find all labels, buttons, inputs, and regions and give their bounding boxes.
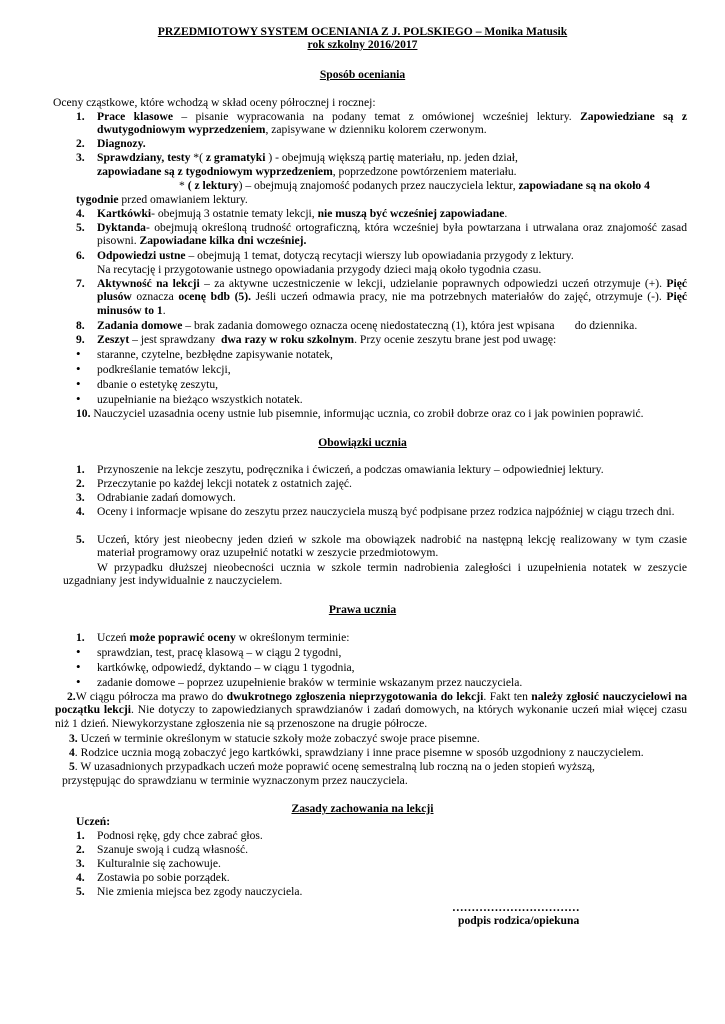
behavior-rule: Nie zmienia miejsca bez zgody nauczyciela. (97, 885, 303, 898)
bullet-icon: • (76, 659, 81, 674)
item-number: 5. (76, 533, 85, 546)
behavior-lead: Uczeń: (76, 815, 111, 828)
item-number: 4. (76, 207, 85, 220)
item-number: 5. (76, 221, 85, 234)
duty-item: Odrabianie zadań domowych. (97, 491, 236, 504)
item-number: 9. (76, 333, 85, 346)
grading-item-activity: Aktywność na lekcji – za aktywne uczestniczenie w lekcji, udzielanie poprawnych odpowiedzi uczeń otrzymuje (+). Pięć plusów oznacza ocenę bdb (5). Jeśli uczeń odmawia pracy, nie ma potrzebnych materiałów do zajęć, otrzymuje (-). Pięć minusów to 1. (97, 277, 687, 317)
retake-rule: kartkówkę, odpowiedź, dyktando – w ciągu 1 tygodnia, (97, 661, 355, 674)
item-number: 8. (76, 319, 85, 332)
grading-item-tests: Sprawdziany, testy *( z gramatyki ) - obejmują większą partię materiału, np. jeden dział, (97, 151, 518, 164)
signature-label: podpis rodzica/opiekuna (458, 914, 580, 927)
duty-item: Uczeń, który jest nieobecny jeden dzień w szkole ma obowiązek nadrobić na następną lekcję realizowany w tym czasie materiał programowy oraz uzupełnić notatki w zeszycie przedmiotowym. (97, 533, 687, 560)
item-number: 3. (76, 151, 85, 164)
grading-intro: Oceny cząstkowe, które wchodzą w skład oceny półrocznej i rocznej: (53, 96, 376, 109)
notebook-criterion: podkreślanie tematów lekcji, (97, 363, 231, 376)
grading-item-oral-line2: Na recytację i przygotowanie ustnego opowiadania przygody dzieci mają około tygodnia czasu. (97, 263, 542, 276)
bullet-icon: • (76, 346, 81, 361)
rights-item-semester-line2: przystępując do sprawdzianu w terminie wyznaczonym przez nauczyciela. (62, 774, 408, 787)
duty-item: Przynoszenie na lekcje zeszytu, podręcznika i ćwiczeń, a podczas omawiania lektury – odpowiedniej lektury. (97, 463, 604, 476)
section-heading-grading: Sposób oceniania (319, 68, 406, 81)
grading-item-tests-reading: * ( z lektury) – obejmują znajomość podanych przez nauczyciela lektur, zapowiadane są na około 4 (179, 179, 650, 192)
notebook-criterion: dbanie o estetykę zeszytu, (97, 378, 219, 391)
duty-note: W przypadku dłuższej nieobecności ucznia w szkole termin nadrobienia zaległości i uzupełnienia notatek w zeszycie uzgadniany jest indywidualnie z nauczycielem. (63, 561, 687, 588)
bullet-icon: • (76, 674, 81, 689)
bullet-icon: • (76, 361, 81, 376)
item-number: 7. (76, 277, 85, 290)
duty-item: Oceny i informacje wpisane do zeszytu przez nauczyciela muszą być podpisane przez rodzica najpóźniej w ciągu trzech dni. (97, 505, 675, 518)
bullet-icon: • (76, 391, 81, 406)
rights-item-semester: 5. W uzasadnionych przypadkach uczeń może poprawić ocenę semestralną lub roczną na o jeden stopień wyższą, (69, 760, 595, 773)
item-number: 5. (76, 885, 85, 898)
grading-item-notebook: Zeszyt – jest sprawdzany dwa razy w roku szkolnym. Przy ocenie zeszytu brane jest pod uwagę: (97, 333, 557, 346)
section-heading-behavior: Zasady zachowania na lekcji (291, 802, 434, 815)
duty-item: Przeczytanie po każdej lekcji notatek z ostatnich zajęć. (97, 477, 352, 490)
item-number: 4. (76, 871, 85, 884)
behavior-rule: Podnosi rękę, gdy chce zabrać głos. (97, 829, 263, 842)
grading-item-diagnoses: Diagnozy. (97, 137, 146, 150)
item-number: 1. (76, 631, 85, 644)
item-number: 6. (76, 249, 85, 262)
grading-item-tests-line2: zapowiadane są z tygodniowym wyprzedzeniem, poprzedzone powtórzeniem materiału. (97, 165, 517, 178)
item-number: 1. (76, 463, 85, 476)
bullet-icon: • (76, 644, 81, 659)
rights-item-parents: 4. Rodzice ucznia mogą zobaczyć jego kartkówki, sprawdziany i inne prace pisemne w sposób uzgodniony z nauczycielem. (69, 746, 644, 759)
document-title: PRZEDMIOTOWY SYSTEM OCENIANIA Z J. POLSKIEGO – Monika Matusik (157, 25, 568, 38)
behavior-rule: Kulturalnie się zachowuje. (97, 857, 221, 870)
item-number: 3. (76, 857, 85, 870)
grading-item-dictations: Dyktanda- obejmują określoną trudność ortograficzną, która wcześniej była powtarzana i utrwalana oraz znajomość zasad pisowni. Zapowiadane kilka dni wcześniej. (97, 221, 687, 248)
item-number: 2. (76, 477, 85, 490)
rights-item-retake: Uczeń może poprawić oceny w określonym terminie: (97, 631, 350, 644)
item-number: 2. (76, 137, 85, 150)
section-heading-duties: Obowiązki ucznia (318, 436, 407, 449)
item-number: 2. (76, 843, 85, 856)
school-year: rok szkolny 2016/2017 (307, 38, 418, 51)
grading-item-homework: Zadania domowe – brak zadania domowego oznacza ocenę niedostateczną (1), która jest wpisana do dziennika. (97, 319, 638, 332)
notebook-criterion: uzupełnianie na bieżąco wszystkich notatek. (97, 393, 303, 406)
section-heading-rights: Prawa ucznia (328, 603, 397, 616)
bullet-icon: • (76, 376, 81, 391)
grading-item-oral: Odpowiedzi ustne – obejmują 1 temat, dotyczą recytacji wierszy lub opowiadania przygody z lektury. (97, 249, 574, 262)
signature-line: …………………………… (452, 901, 580, 914)
retake-rule: zadanie domowe – poprzez uzupełnienie braków w terminie wskazanym przez nauczyciela. (97, 676, 523, 689)
grading-item-tests-line4: tygodnie przed omawianiem lektury. (76, 193, 248, 206)
item-number: 3. (76, 491, 85, 504)
grading-item-justification: 10. Nauczyciel uzasadnia oceny ustnie lub pisemnie, informując ucznia, co zrobił dobrze oraz co i jak powinien poprawić. (76, 407, 644, 420)
grading-item-quizzes: Kartkówki- obejmują 3 ostatnie tematy lekcji, nie muszą być wcześniej zapowiadane. (97, 207, 508, 220)
behavior-rule: Szanuje swoją i cudzą własność. (97, 843, 248, 856)
item-number: 1. (76, 110, 85, 123)
item-number: 1. (76, 829, 85, 842)
grading-item-class-work: Prace klasowe – pisanie wypracowania na podany temat z omówionej wcześniej lektury. Zapowiedziane są z dwutygodniowym wyprzedzeniem, zapisywane w dzienniku kolorem czerwonym. (97, 110, 687, 137)
behavior-rule: Zostawia po sobie porządek. (97, 871, 230, 884)
item-number: 4. (76, 505, 85, 518)
rights-item-unprepared: 2.W ciągu półrocza ma prawo do dwukrotnego zgłoszenia nieprzygotowania do lekcji. Fakt ten należy zgłosić nauczycielowi na początku lekcji. Nie dotyczy to zapowiedzianych sprawdzianów i zadań domowych, na których wykonanie uczeń miał więcej czasu niż 1 dzień. Niewykorzystane zgłoszenia nie są przenoszone na drugie półrocze. (55, 690, 687, 730)
rights-item-view-own: 3. Uczeń w terminie określonym w statucie szkoły może zobaczyć swoje prace pisemne. (69, 732, 480, 745)
notebook-criterion: staranne, czytelne, bezbłędne zapisywanie notatek, (97, 348, 333, 361)
retake-rule: sprawdzian, test, pracę klasową – w ciągu 2 tygodni, (97, 646, 342, 659)
